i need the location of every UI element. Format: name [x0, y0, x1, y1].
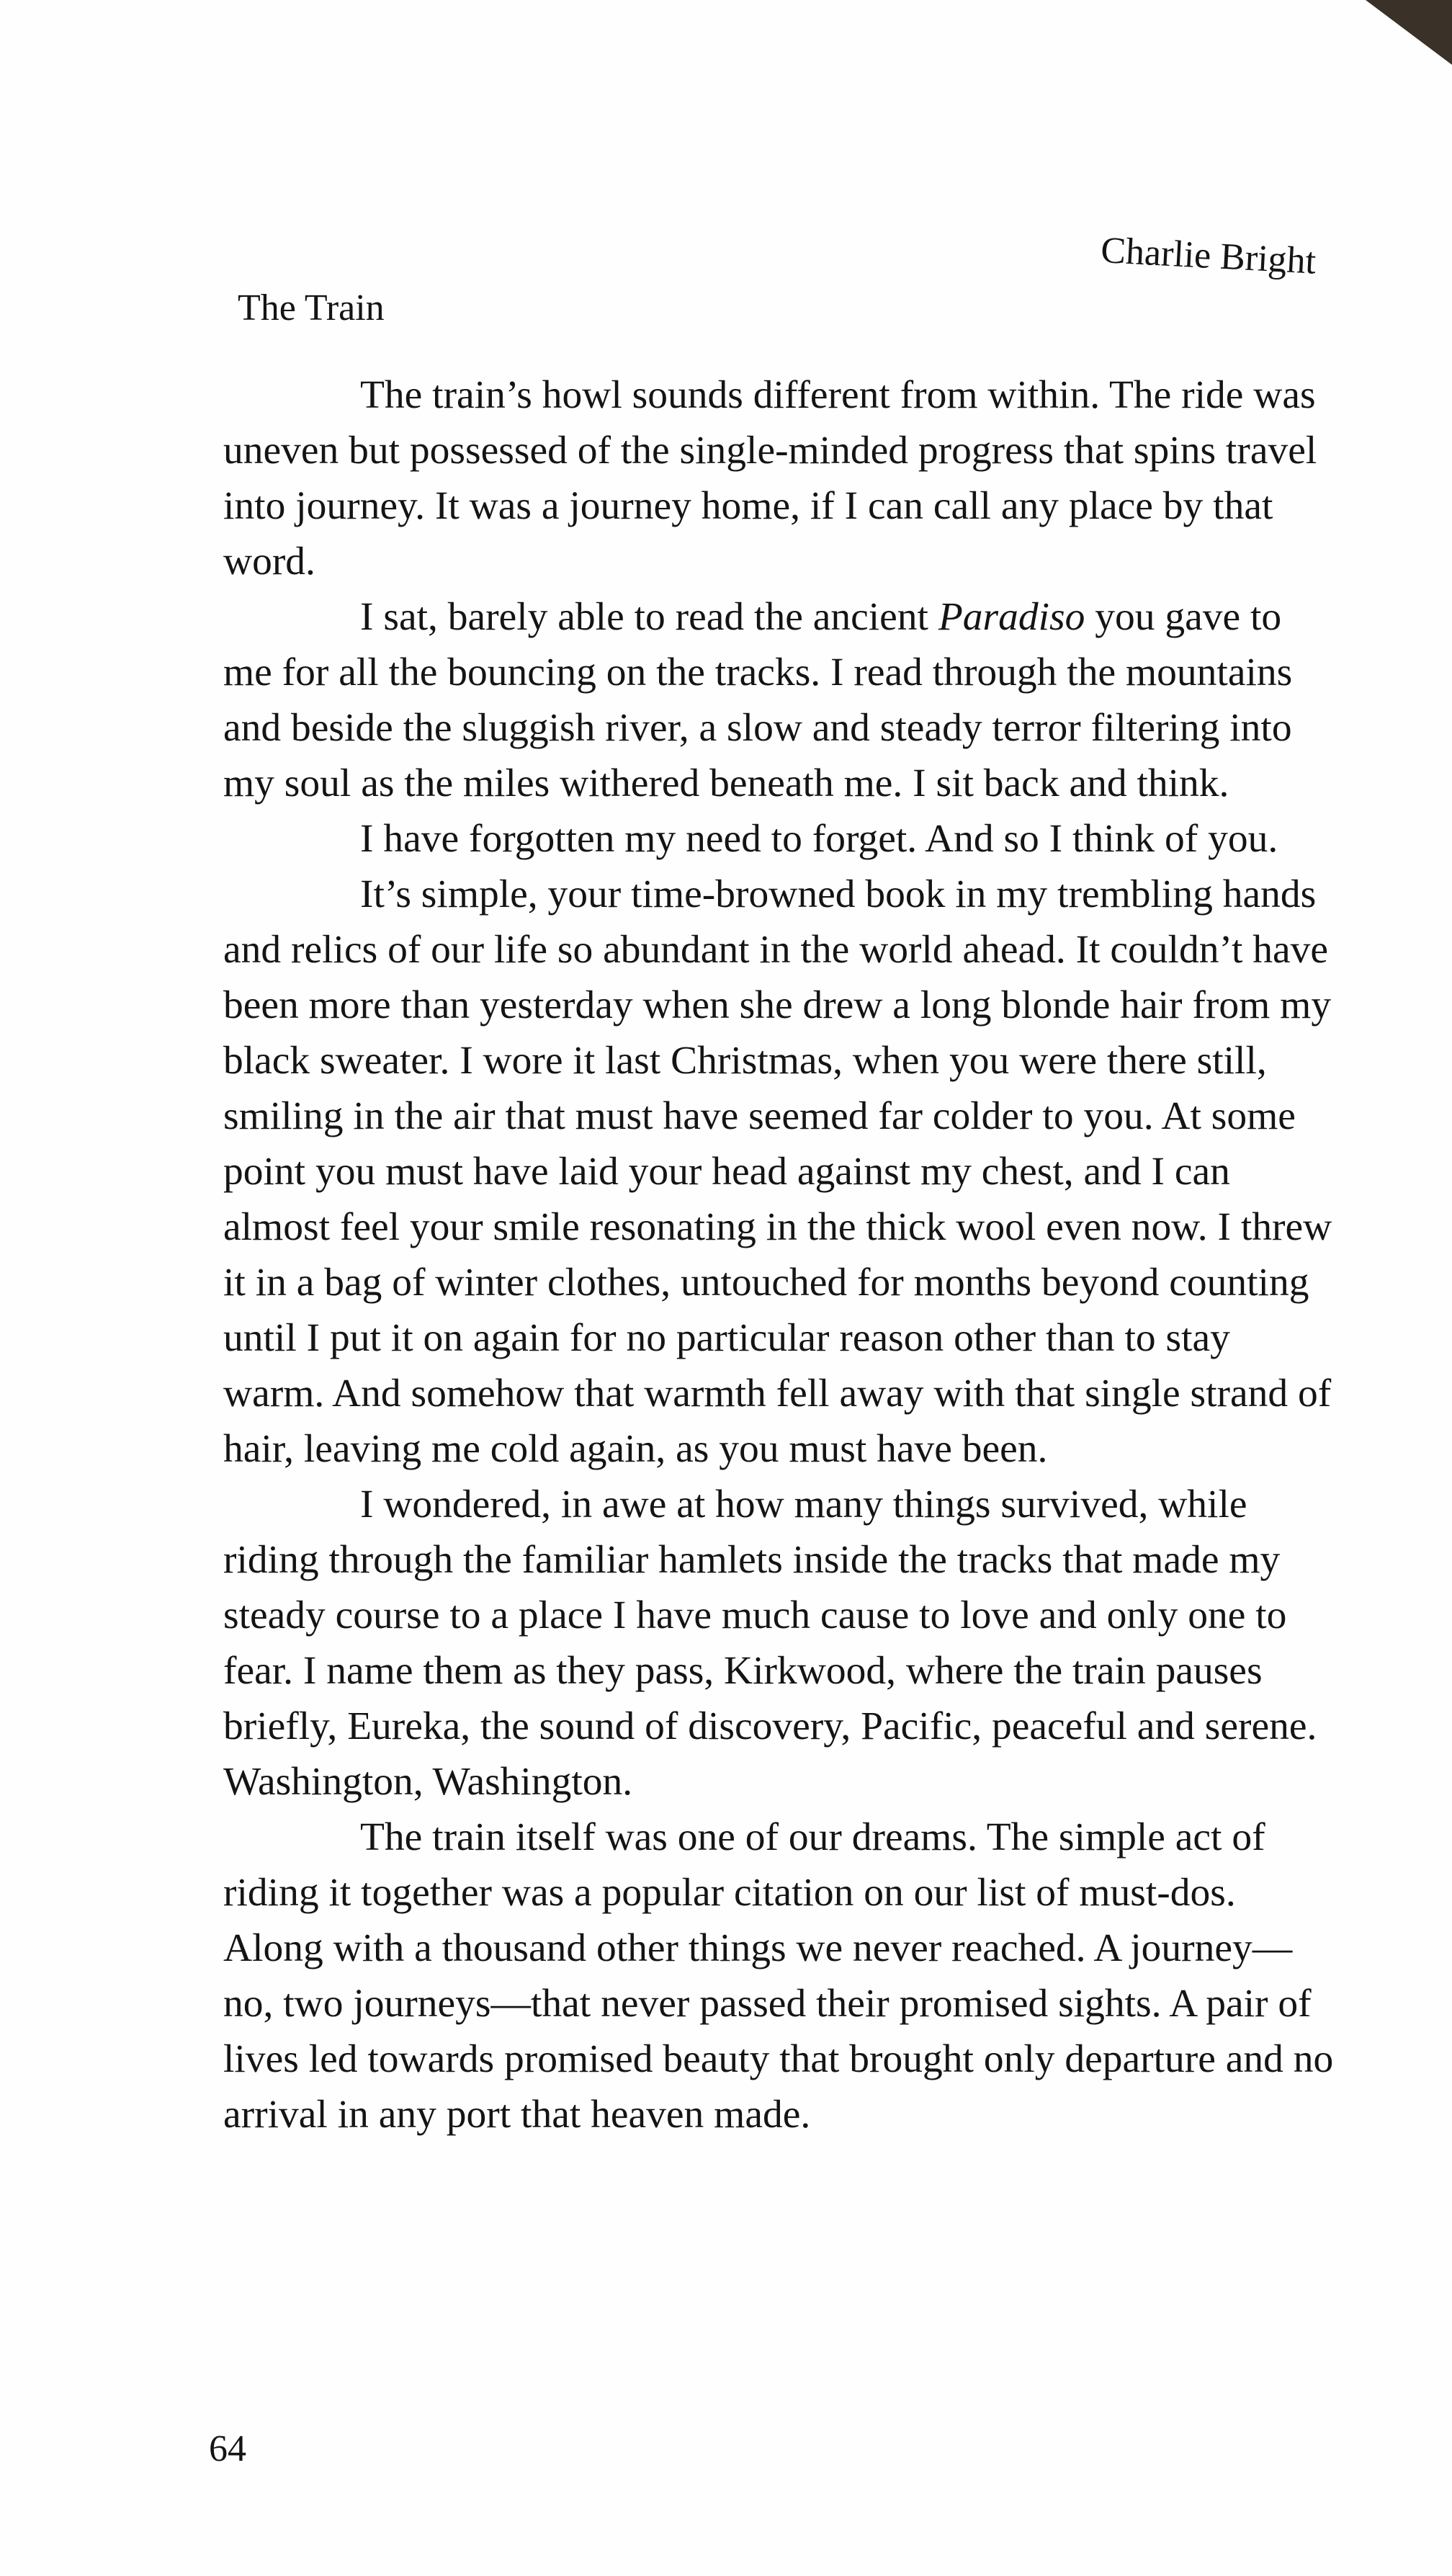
paradiso-title: Paradiso: [938, 595, 1085, 639]
paragraph-2: [223, 589, 1340, 811]
paragraph-2-text-after: you gave to me for all the bouncing on the tracks. I read through the mountains and beside the sluggish river, a slow and steady terror filtering into my soul as the miles withered beneath me. I sit back and think.: [223, 595, 1293, 805]
page-number: 64: [209, 2428, 246, 2469]
paragraph-6: The train itself was one of our dreams. The simple act of riding it together was a popular citation on our list of must-dos. Along with a thousand other things we never reached. A journey—no, two journeys—that never passed their promised sights. A pair of lives led towards promised beauty that brought only departure and no arrival in any port that heaven made.: [223, 1815, 1334, 2137]
paragraph-1: The train’s howl sounds different from within. The ride was uneven but possessed of the single-minded progress that spins travel into journey. It was a journey home, if I can call any place by that word.: [223, 373, 1317, 583]
paragraph-4: It’s simple, your time-browned book in my trembling hands and relics of our life so abundant in the world ahead. It couldn’t have been more than yesterday when she drew a long blonde hair from my black sweater. I wore it last Christmas, when you were there still, smiling in the air that must have seemed far colder to you. At some point you must have laid your head against my chest, and I can almost feel your smile resonating in the thick wool even now. I threw it in a bag of winter clothes, untouched for months beyond counting until I put it on again for no particular reason other than to stay warm. And somehow that warmth fell away with that single strand of hair, leaving me cold again, as you must have been.: [223, 872, 1332, 1471]
story-body: [223, 367, 1340, 2142]
story-title: The Train: [238, 287, 385, 328]
page-corner-shadow: [1366, 0, 1452, 65]
paragraph-3: I have forgotten my need to forget. And so I think of you.: [360, 817, 1278, 861]
paragraph-5: I wondered, in awe at how many things survived, while riding through the familiar hamlets inside the tracks that made my steady course to a place I have much cause to love and only one to fear. I name them as they pass, Kirkwood, where the train pauses briefly, Eureka, the sound of discovery, Pacific, peaceful and serene. Washington, Washington.: [223, 1482, 1317, 1804]
paragraph-2-text-before: I sat, barely able to read the ancient: [360, 595, 938, 639]
author-name: Charlie Bright: [1099, 229, 1317, 282]
